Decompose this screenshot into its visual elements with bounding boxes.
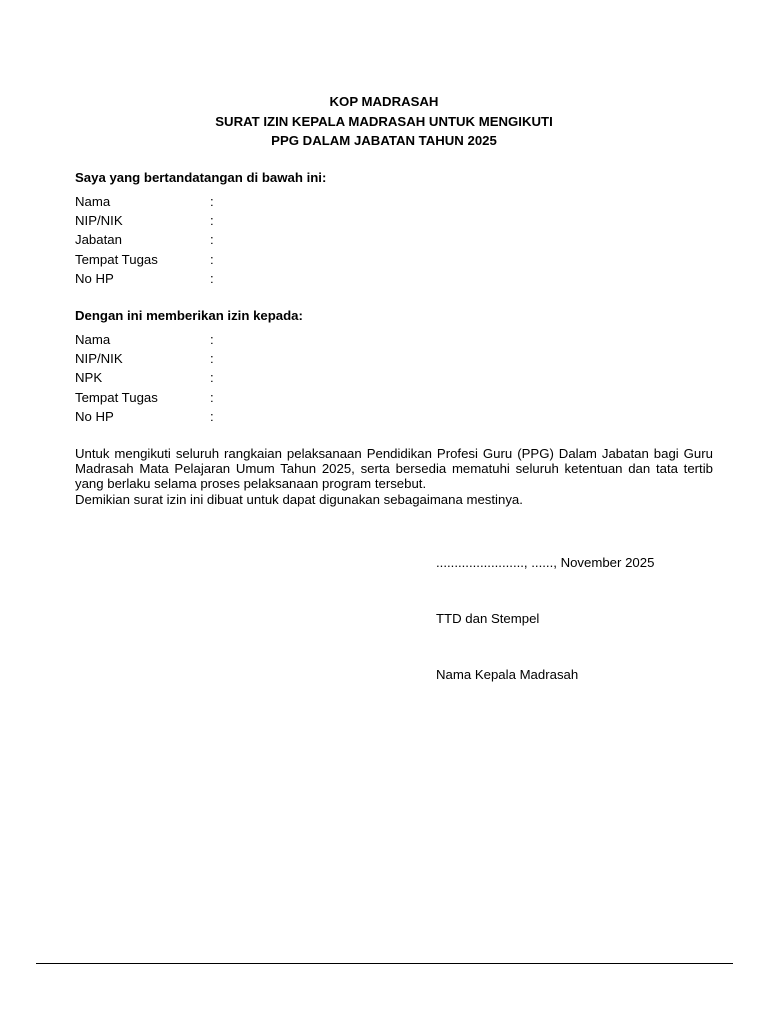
signer-fields: [75, 192, 695, 288]
field-label: Jabatan: [75, 232, 122, 248]
letterhead-title: KOP MADRASAH: [329, 94, 439, 109]
letter-subtitle: PPG DALAM JABATAN TAHUN 2025: [271, 133, 497, 148]
field-label: No HP: [75, 270, 114, 286]
grantee-field-row: [75, 368, 695, 387]
field-colon: :: [210, 194, 214, 209]
field-colon: :: [210, 332, 214, 347]
field-colon: :: [210, 213, 214, 229]
letter-title: SURAT IZIN KEPALA MADRASAH UNTUK MENGIKUTI: [215, 113, 553, 129]
field-colon: :: [210, 408, 214, 424]
grantee-field-row: [75, 388, 695, 407]
field-label: Tempat Tugas: [75, 389, 158, 405]
principal-name: Nama Kepala Madrasah: [436, 667, 579, 682]
signer-field-row: [75, 250, 695, 269]
field-colon: :: [210, 389, 214, 405]
field-label: NIP/NIK: [75, 351, 123, 367]
grantee-field-row: [75, 330, 695, 349]
signer-section-title: Saya yang bertandatangan di bawah ini:: [75, 170, 327, 185]
body-paragraph: Untuk mengikuti seluruh rangkaian pelaksanaan Pendidikan Profesi Guru (PPG) Dalam Jabatan bagi Guru Madrasah Mata Pelajaran Umum Tahun 2025, serta bersedia mematuhi seluruh ketentuan dan tata tertib yang berlaku selama proses pelaksanaan program tersebut.: [75, 446, 713, 491]
signer-field-row: [75, 230, 695, 249]
place-date-line: ........................, ......, November 2025: [436, 555, 655, 570]
grantee-fields: [75, 330, 695, 426]
signer-field-row: [75, 192, 695, 211]
footer-divider: [36, 963, 733, 964]
field-label: No HP: [75, 408, 114, 424]
signature-stamp-label: TTD dan Stempel: [436, 611, 540, 626]
field-label: Tempat Tugas: [75, 251, 158, 267]
field-label: NIP/NIK: [75, 213, 123, 229]
signer-field-row: [75, 211, 695, 230]
grantee-section-title: Dengan ini memberikan izin kepada:: [75, 308, 303, 323]
field-colon: :: [210, 251, 214, 267]
field-colon: :: [210, 270, 214, 286]
grantee-field-row: [75, 407, 695, 426]
field-colon: :: [210, 370, 214, 386]
grantee-field-row: [75, 349, 695, 368]
field-colon: :: [210, 232, 214, 248]
signer-field-row: [75, 269, 695, 288]
field-label: NPK: [75, 370, 103, 386]
letter-header: [0, 92, 768, 151]
closing-statement: Demikian surat izin ini dibuat untuk dapat digunakan sebagaimana mestinya.: [75, 492, 523, 507]
field-label: Nama: [75, 194, 111, 209]
field-label: Nama: [75, 332, 111, 347]
field-colon: :: [210, 351, 214, 367]
